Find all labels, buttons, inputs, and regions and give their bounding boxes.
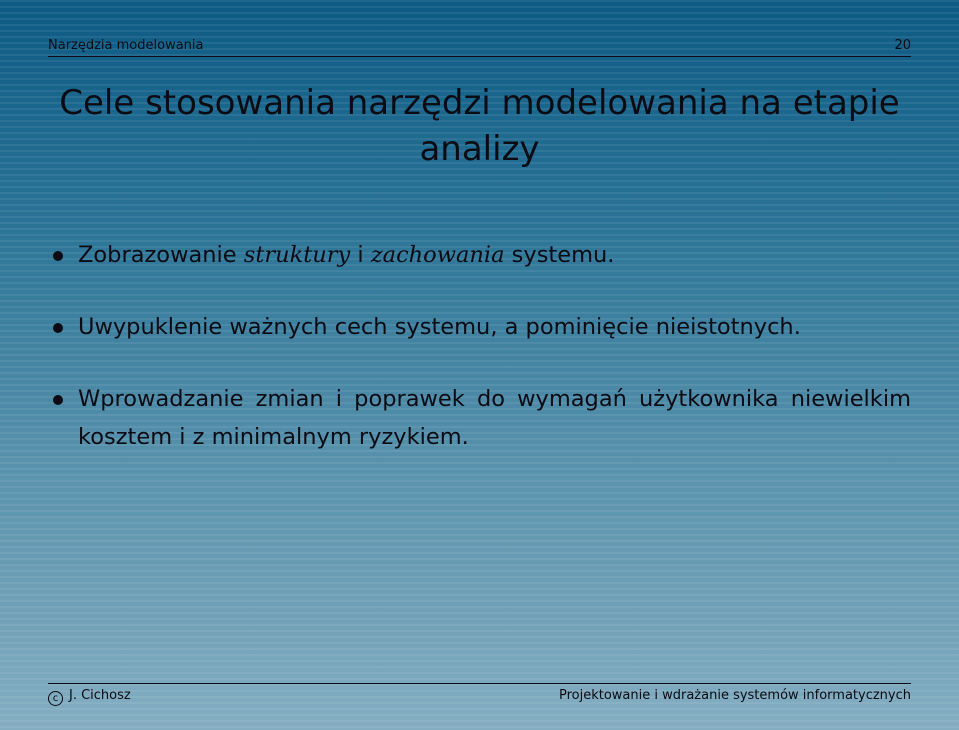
- bullet-text: systemu.: [504, 242, 615, 268]
- bullet-text: Wprowadzanie zmian i poprawek do wymagań użytkownika niewielkim kosztem i z minimalnym ryzykiem.: [78, 386, 911, 450]
- footer-author: [48, 688, 131, 706]
- bullet-list: [48, 236, 911, 490]
- slide-footer: [48, 683, 911, 706]
- page-number: 20: [894, 38, 911, 53]
- bullet-text: Zobrazowanie: [78, 242, 244, 268]
- emphasis-text: struktury: [243, 242, 351, 268]
- bullet-item: [48, 380, 911, 456]
- footer-course: Projektowanie i wdrażanie systemów informatycznych: [558, 688, 911, 703]
- bullet-item: [48, 308, 911, 346]
- slide-header: [48, 38, 911, 57]
- emphasis-text: zachowania: [370, 242, 505, 268]
- slide-title: [48, 80, 911, 172]
- bullet-icon: [53, 395, 63, 405]
- bullet-text: Uwypuklenie ważnych cech systemu, a pominięcie nieistotnych.: [78, 314, 801, 340]
- copyright-icon: c: [48, 691, 63, 706]
- slide-title-line1: Cele stosowania narzędzi modelowania na etapie: [59, 83, 900, 123]
- slide-title-line2: analizy: [419, 129, 540, 169]
- section-title: Narzędzia modelowania: [48, 38, 204, 53]
- bullet-icon: [53, 323, 63, 333]
- author-name: J. Cichosz: [69, 688, 131, 703]
- bullet-icon: [53, 251, 63, 261]
- bullet-text: i: [350, 242, 371, 268]
- bullet-item: [48, 236, 911, 274]
